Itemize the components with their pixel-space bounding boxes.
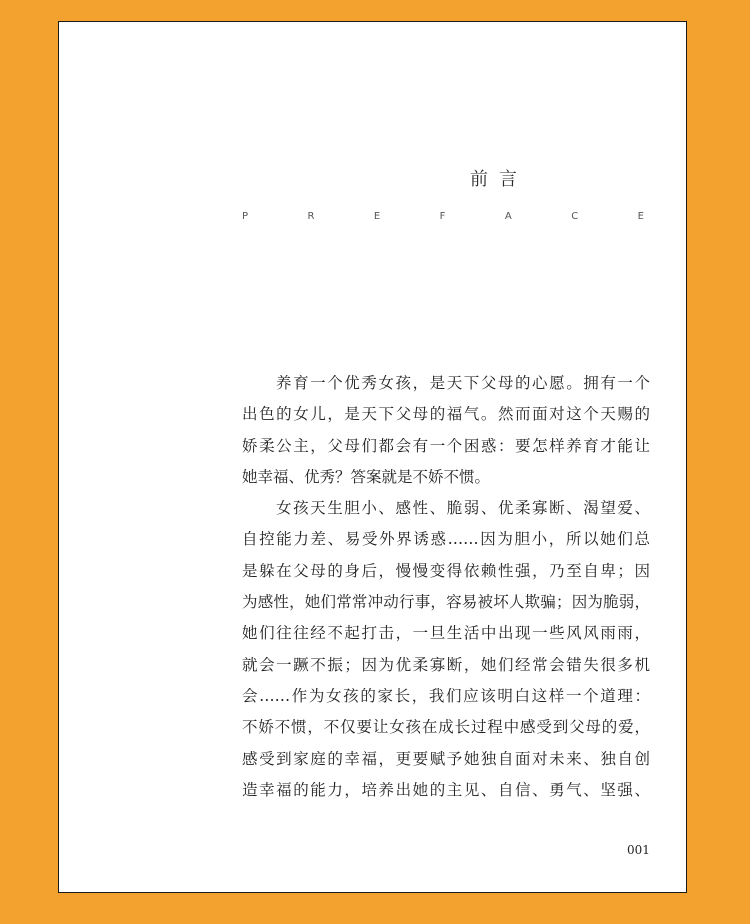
subtitle-letter: C (571, 211, 579, 222)
subtitle-letter: P (242, 211, 249, 222)
text-line: 是躲在父母的身后，慢慢变得依赖性强，乃至自卑；因 (242, 561, 650, 580)
text-line: 她们往往经不起打击，一旦生活中出现一些风风雨雨， (242, 624, 650, 643)
text-line: 出色的女儿，是天下父母的福气。然而面对这个天赐的 (242, 405, 650, 424)
subtitle-letter: E (637, 211, 644, 222)
page-title: 前言 (470, 169, 528, 190)
subtitle-letter: E (373, 211, 381, 222)
book-page (58, 21, 687, 893)
text-line: 感受到家庭的幸福，更要赋予她独自面对未来、独自创 (242, 749, 650, 768)
text-line: 造幸福的能力，培养出她的主见、自信、勇气、坚强、 (242, 780, 650, 799)
subtitle-letter: R (307, 211, 315, 222)
text-line: 就会一蹶不振；因为优柔寡断，她们经常会错失很多机 (242, 655, 650, 674)
subtitle-letter: A (504, 211, 512, 222)
text-line: 自控能力差、易受外界诱惑……因为胆小，所以她们总 (242, 530, 650, 549)
text-line: 不娇不惯，不仅要让女孩在成长过程中感受到父母的爱， (242, 718, 650, 737)
text-line: 女孩天生胆小、感性、脆弱、优柔寡断、渴望爱、 (276, 499, 650, 518)
page-number: 001 (627, 843, 650, 857)
paragraph-1 (242, 368, 650, 493)
text-line: 为感性，她们常常冲动行事，容易被坏人欺骗；因为脆弱， (242, 593, 650, 612)
text-line: 养育一个优秀女孩，是天下父母的心愿。拥有一个 (276, 374, 650, 392)
text-line: 会……作为女孩的家长，我们应该明白这样一个道理： (242, 686, 650, 705)
text-line: 她幸福、优秀？答案就是不娇不惯。 (242, 467, 491, 486)
preface-subtitle (242, 210, 644, 224)
subtitle-letter: F (439, 211, 446, 222)
body-text (242, 368, 650, 806)
text-line: 娇柔公主，父母们都会有一个困惑：要怎样养育才能让 (242, 436, 650, 455)
paragraph-2 (242, 493, 650, 806)
